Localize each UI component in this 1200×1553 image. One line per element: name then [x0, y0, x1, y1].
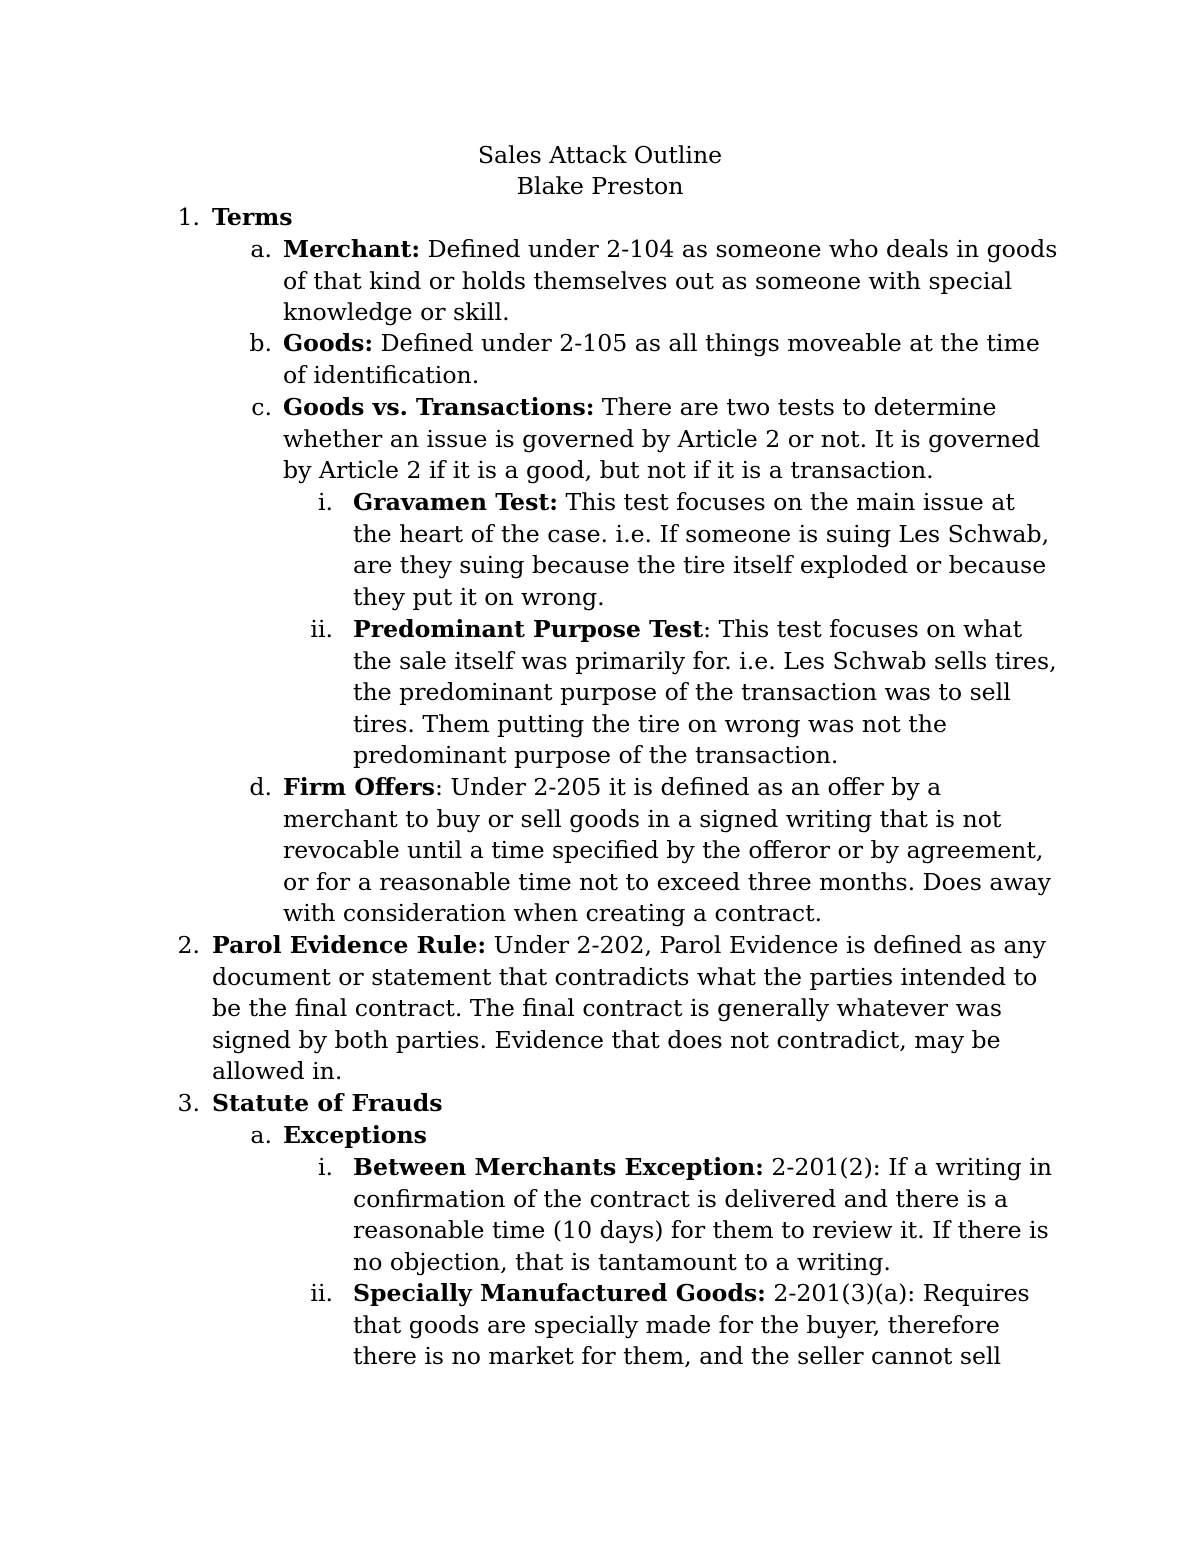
section-heading-terms: Terms [212, 203, 293, 231]
list-item-specially-manufactured-goods: Specially Manufactured Goods: 2-201(3)(a): Requires that goods are specially made for the buyer, therefore there is no market for them, and the seller cannot sell [353, 1279, 1030, 1370]
list-marker-1b: b. [249, 329, 272, 357]
list-item-gravamen-test: Gravamen Test: This test focuses on the main issue at the heart of the case. i.e. If someone is suing Les Schwab, are they suing because the tire itself exploded or because they put it on wrong. [353, 488, 1050, 611]
document-author: Blake Preston [516, 172, 684, 200]
term-firm-offers: Firm Offers [283, 773, 435, 801]
list-item-goods: Goods: Defined under 2-105 as all things moveable at the time of identification. [283, 329, 1040, 389]
term-gravamen-test: Gravamen Test: [353, 488, 558, 516]
document-title: Sales Attack Outline [477, 141, 723, 169]
term-specially-manufactured-goods: Specially Manufactured Goods: [353, 1279, 766, 1307]
term-goods-vs-transactions: Goods vs. Transactions: [283, 393, 595, 421]
list-item-predominant-purpose-test: Predominant Purpose Test: This test focuses on what the sale itself was primarily for. i.e. Les Schwab sells tires, the predominant purpose of the transaction was to sell tires. Them putting the tire on wrong was not the predominant purpose of the transaction. [353, 615, 1057, 769]
term-predominant-purpose-test: Predominant Purpose Test [353, 615, 704, 643]
list-marker-2: 2. [177, 931, 200, 959]
section-heading-statute-of-frauds: Statute of Frauds [212, 1089, 443, 1117]
list-marker-1: 1. [177, 203, 200, 231]
list-item-between-merchants-exception: Between Merchants Exception: 2-201(2): If a writing in confirmation of the contract is delivered and there is a reasonable time (10 days) for them to review it. If there is no objection, that is tantamount to a writing. [353, 1153, 1052, 1276]
list-item-merchant: Merchant: Defined under 2-104 as someone who deals in goods of that kind or holds themselves out as someone with special knowledge or skill. [283, 235, 1058, 326]
list-marker-1a: a. [250, 235, 272, 263]
subsection-heading-exceptions: Exceptions [283, 1121, 427, 1149]
list-marker-1c: c. [251, 393, 272, 421]
list-marker-1d: d. [249, 773, 272, 801]
list-item-goods-vs-transactions: Goods vs. Transactions: There are two tests to determine whether an issue is governed by Article 2 or not. It is governed by Article 2 if it is a good, but not if it is a transaction. [283, 393, 1041, 484]
list-item-parol-evidence-rule: Parol Evidence Rule: Under 2-202, Parol Evidence is defined as any document or statement that contradicts what the parties intended to be the final contract. The final contract is generally whatever was signed by both parties. Evidence that does not contradict, may be allowed in. [212, 931, 1046, 1085]
list-marker-1c-ii: ii. [310, 615, 333, 643]
list-marker-1c-i: i. [317, 488, 333, 516]
list-marker-3: 3. [177, 1089, 200, 1117]
term-between-merchants-exception: Between Merchants Exception: [353, 1153, 764, 1181]
list-marker-3a: a. [250, 1121, 272, 1149]
list-item-firm-offers: Firm Offers: Under 2-205 it is defined as an offer by a merchant to buy or sell goods in a signed writing that is not revocable until a time specified by the offeror or by agreement, or for a reasonable time not to exceed three months. Does away with consideration when creating a contract. [283, 773, 1051, 927]
list-marker-3a-i: i. [317, 1153, 333, 1181]
term-goods: Goods: [283, 329, 374, 357]
list-marker-3a-ii: ii. [310, 1279, 333, 1307]
term-parol-evidence-rule: Parol Evidence Rule: [212, 931, 487, 959]
term-merchant: Merchant: [283, 235, 421, 263]
